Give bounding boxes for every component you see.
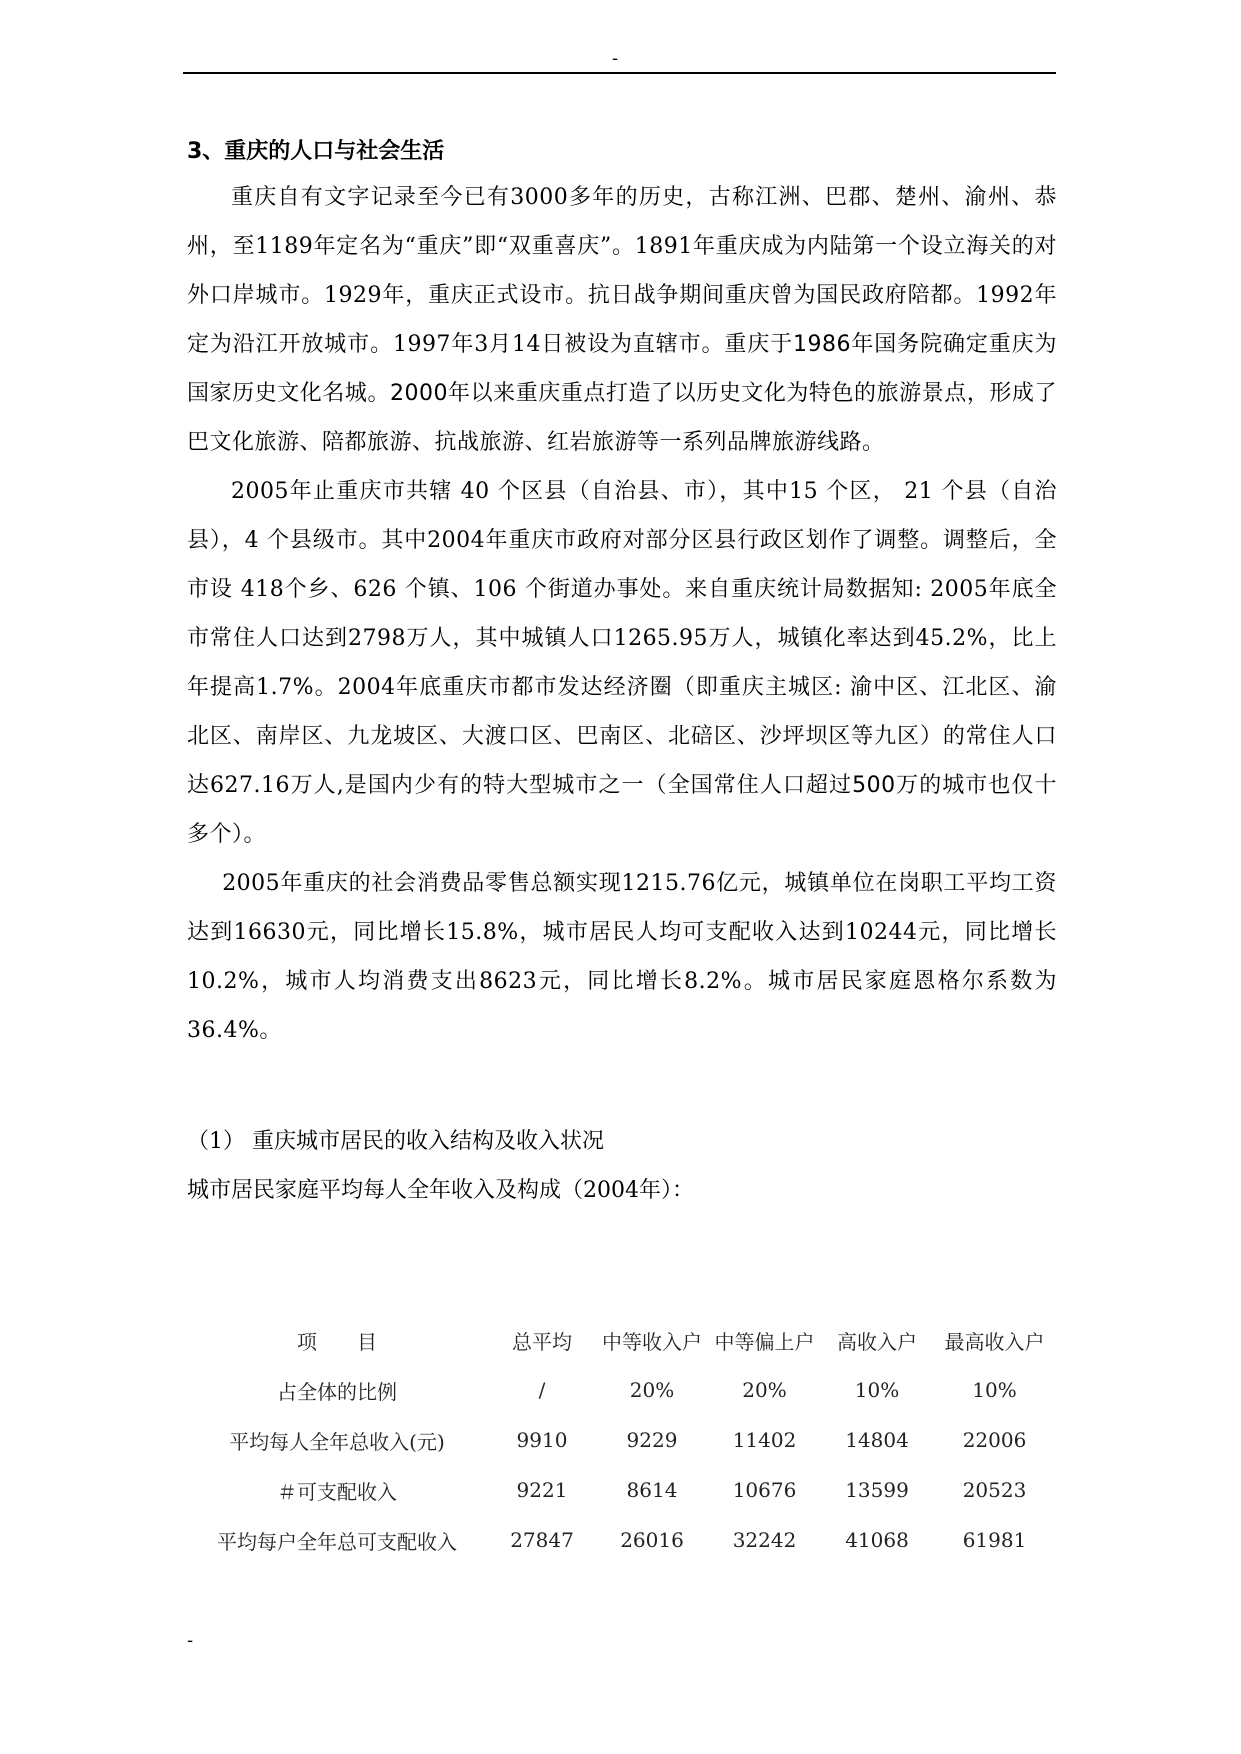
table-cell: 平均每户全年总可支配收入 bbox=[217, 1529, 457, 1554]
sub-heading: （1） 重庆城市居民的收入结构及收入状况 bbox=[187, 1129, 604, 1154]
table-cell: 26016 bbox=[620, 1528, 684, 1552]
paragraph-history bbox=[187, 173, 1057, 467]
table-cell: 61981 bbox=[962, 1528, 1027, 1552]
table-header-cell: 项 目 bbox=[297, 1329, 377, 1354]
table-cell: 9229 bbox=[626, 1428, 678, 1452]
table-row bbox=[187, 1415, 1057, 1465]
table-cell: 10676 bbox=[732, 1478, 797, 1502]
table-cell: 20% bbox=[742, 1378, 787, 1402]
table-caption: 城市居民家庭平均每人全年收入及构成（2004年）： bbox=[187, 1178, 694, 1203]
table-cell: 22006 bbox=[962, 1428, 1027, 1452]
table-header-cell: 中等收入户 bbox=[602, 1329, 702, 1354]
section-heading: 3、重庆的人口与社会生活 bbox=[187, 139, 445, 164]
table-header-row bbox=[187, 1315, 1057, 1365]
table-cell: 14804 bbox=[845, 1428, 909, 1452]
header-rule bbox=[183, 72, 1056, 74]
table-cell: 占全体的比例 bbox=[277, 1379, 397, 1404]
table-cell: 13599 bbox=[845, 1478, 909, 1502]
table-header-cell: 高收入户 bbox=[837, 1329, 917, 1354]
table-cell: 8614 bbox=[626, 1478, 678, 1502]
table-cell: 9221 bbox=[516, 1478, 568, 1502]
table-header-cell: 最高收入户 bbox=[944, 1329, 1045, 1354]
table-cell: 27847 bbox=[510, 1528, 574, 1552]
paragraph-history-serif: 重庆自有文字记录至今已有3000多年的历史，古称江洲、巴郡、楚州、渝州、恭州，至1189年定名为“重庆”即“双重喜庆”。1891年重庆成为内陆第一个设立海关的对外口岸城市。1929年，重庆正式设市。抗日战争期间重庆曾为国民政府陪都。1992年定为沿江开放城市。1997年3月14日被设为直辖市。 bbox=[187, 185, 1057, 357]
paragraph-history-sans: 重庆于1986年国务院确定重庆为国家历史文化名城。2000年以来重庆重点打造了以历史文化为特色的旅游景点，形成了巴文化旅游、陪都旅游、抗战旅游、红岩旅游等一系列品牌旅游线路。 bbox=[187, 332, 1057, 455]
spacer bbox=[187, 1055, 1057, 1117]
table-cell: ＃可支配收入 bbox=[277, 1479, 397, 1504]
table-row bbox=[187, 1365, 1057, 1415]
header-mark: - bbox=[612, 48, 619, 69]
table-cell: 32242 bbox=[732, 1528, 797, 1552]
table-header-cell: 中等偏上户 bbox=[714, 1329, 815, 1354]
table-cell: 41068 bbox=[845, 1528, 909, 1552]
table-row bbox=[187, 1465, 1057, 1515]
paragraph-population bbox=[187, 467, 1057, 859]
paragraph-consumption: 2005年重庆的社会消费品零售总额实现1215.76亿元，城镇单位在岗职工平均工资达到16630元，同比增长15.8%，城市居民人均可支配收入达到10244元，同比增长10.2%，城市人均消费支出8623元，同比增长8.2%。城市居民家庭恩格尔系数为36.4%。 bbox=[187, 871, 1057, 1043]
paragraph-population-sans: 是国内少有的特大型城市之一（全国常住人口超过500万的城市也仅十多个）。 bbox=[187, 773, 1057, 847]
table-header-cell: 总平均 bbox=[512, 1329, 572, 1354]
table-cell: 平均每人全年总收入(元) bbox=[229, 1429, 445, 1454]
table-cell: / bbox=[538, 1378, 546, 1402]
document-body bbox=[187, 135, 1057, 1215]
table-cell: 20523 bbox=[962, 1478, 1027, 1502]
paragraph-population-serif: 2005年止重庆市共辖 40 个区县（自治县、市），其中15 个区， 21 个县（自治县），4 个县级市。其中2004年重庆市政府对部分区县行政区划作了调整。调整后，全市设 418个乡、626 个镇、106 个街道办事处。来自重庆统计局数据知: 2005年底全市常住人口达到2798万人，其中城镇人口1265.95万人，城镇化率达到45.2%，比上年提高1.7%。2004年底重庆市都市发达经济圈（即重庆主城区: 渝中区、江北区、渝北区、南岸区、九龙坡区、大渡口区、巴南区、北碚区、沙坪坝区等九区）的常住人口达627.16万人, bbox=[187, 479, 1057, 798]
table-cell: 9910 bbox=[516, 1428, 568, 1452]
table-cell: 20% bbox=[629, 1378, 675, 1402]
footer-mark: - bbox=[187, 1630, 194, 1651]
table-cell: 10% bbox=[972, 1378, 1017, 1402]
table-cell: 11402 bbox=[732, 1428, 797, 1452]
table-cell: 10% bbox=[854, 1378, 900, 1402]
income-table bbox=[187, 1315, 1057, 1565]
table-row bbox=[187, 1515, 1057, 1565]
